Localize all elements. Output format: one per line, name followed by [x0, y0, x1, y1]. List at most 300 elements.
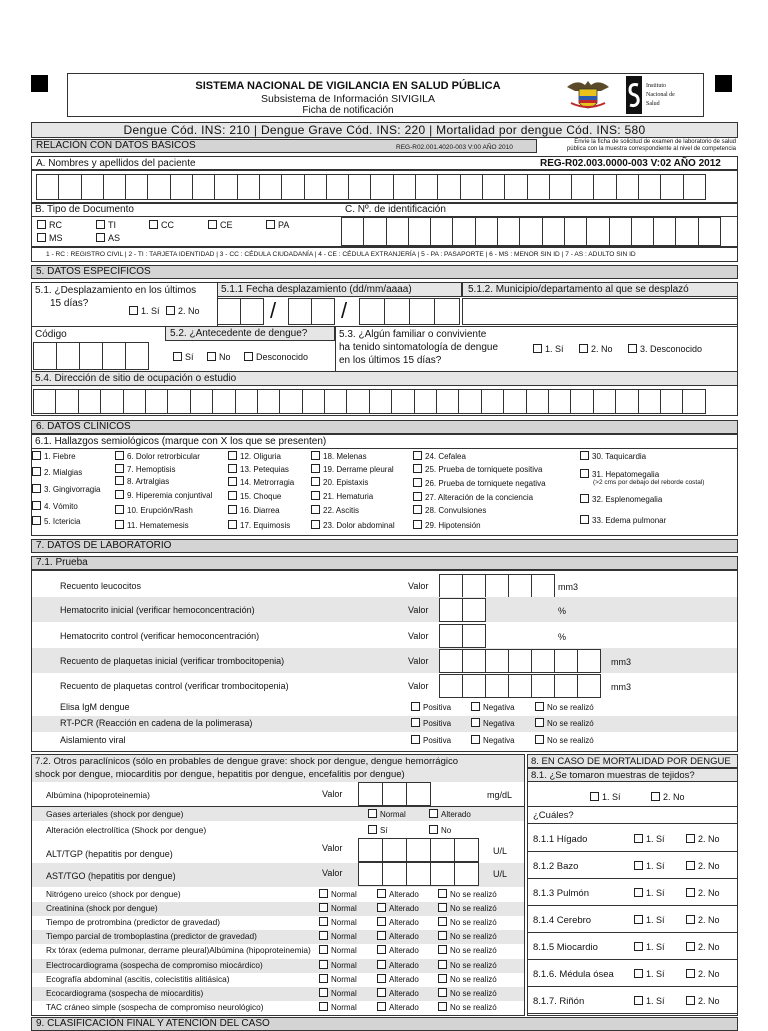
qual-opt-1-0-label: Positiva [423, 719, 452, 728]
organ-no-3-label: 2. No [698, 915, 720, 925]
ins-s-icon [627, 80, 641, 110]
gases-normal[interactable] [368, 809, 406, 820]
organ-label: 8.1.7. Riñón [533, 996, 585, 1007]
organ-yes-4-label: 1. Sí [646, 942, 665, 952]
form-subtitle: Subsistema de Información SIVIGILA [261, 93, 435, 105]
symptom-col3-1-label: 13. Petequias [240, 465, 289, 474]
organ-yes-1-label: 1. Sí [646, 861, 665, 871]
para-opt-1-2-label: No se realizó [450, 904, 497, 914]
q53-no-label: 2. No [591, 344, 613, 354]
qual-opt-2-1[interactable] [471, 735, 515, 746]
para-opt-2-0[interactable] [319, 917, 357, 928]
organ-no-6-label: 2. No [698, 996, 720, 1006]
para-opt-7-0[interactable] [319, 988, 357, 999]
symptom-col1-3-label: 4. Vómito [44, 502, 78, 511]
symptom-col2-4-label: 10. Erupción/Rash [127, 506, 193, 515]
doc-option-ti-label: TI [108, 220, 116, 230]
section-a-reg: REG-R02.003.0000-003 V:02 AÑO 2012 [540, 158, 721, 169]
organ-no-0-label: 2. No [698, 834, 720, 844]
symptom-col5-5[interactable] [413, 520, 481, 531]
lab-test-name: Recuento de plaquetas control (verificar trombocitopenia) [60, 681, 289, 691]
ast-unit: U/L [493, 869, 508, 879]
header-box [67, 73, 704, 117]
lab-unit: % [558, 632, 567, 642]
doc-option-pa-label: PA [278, 220, 290, 230]
date-mm-cells[interactable] [288, 298, 334, 325]
ins-line-1: Instituto [646, 83, 667, 89]
para-opt-8-2-label: No se realizó [450, 1002, 497, 1012]
q52-yes[interactable] [173, 352, 194, 363]
symptom-col3-2[interactable] [228, 477, 294, 488]
q512-label: 5.1.2. Municipio/departamento al que se desplazó [468, 284, 689, 295]
qual-opt-1-0[interactable] [411, 718, 451, 729]
q52-yes-label: Sí [185, 352, 194, 362]
qual-opt-0-1-label: Negativa [483, 703, 515, 712]
divider [31, 448, 738, 449]
para-opt-6-2[interactable] [438, 974, 497, 985]
organ-no-1-label: 2. No [698, 861, 720, 871]
para-test-name: Ecografía abdominal (ascitis, colecistitis alitiásica) [46, 973, 230, 984]
q61-label: 6.1. Hallazgos semiológicos (marque con X los que se presenten) [35, 436, 327, 447]
q512-input[interactable] [462, 298, 738, 325]
q53-unknown-label: 3. Desconocido [640, 344, 703, 354]
q81-label: 8.1. ¿Se tomaron muestras de tejidos? [531, 770, 695, 781]
form-title: SISTEMA NACIONAL DE VIGILANCIA EN SALUD PÚBLICA [195, 80, 501, 92]
para-test-name: Ecocardiograma (sospecha de miocarditis) [46, 987, 204, 998]
qual-opt-0-1[interactable] [471, 702, 515, 713]
q52-no[interactable] [207, 352, 231, 363]
symptom-col2-5[interactable] [115, 520, 189, 531]
divider [527, 905, 738, 906]
symptom-col2-0[interactable] [115, 451, 200, 462]
section-a-header [31, 156, 738, 170]
doc-option-as-label: AS [108, 233, 121, 243]
para-opt-4-2-label: No se realizó [450, 946, 497, 956]
para-opt-3-1[interactable] [377, 931, 419, 942]
organ-yes-0[interactable] [634, 834, 665, 845]
symptom-col1-4[interactable] [32, 516, 80, 527]
symptom-col2-2[interactable] [115, 476, 169, 487]
para-opt-5-1[interactable] [377, 960, 419, 971]
symptom-col4-0[interactable] [311, 451, 367, 462]
qual-opt-2-2[interactable] [535, 735, 594, 746]
codigo-cells[interactable] [33, 342, 148, 370]
doc-option-ms-label: MS [49, 233, 63, 243]
organ-no-5-label: 2. No [698, 969, 720, 979]
para-opt-5-1-label: Alterado [389, 960, 419, 970]
q81-yes-label: 1. Sí [602, 792, 621, 802]
qual-test-name: Elisa IgM dengue [60, 702, 130, 712]
para-test-name: TAC cráneo simple (sospecha de compromiso neurológico) [46, 1001, 264, 1012]
symptom-33-label: 33. Edema pulmonar [592, 516, 667, 525]
para-test-name: Tiempo parcial de tromboplastina (predictor de gravedad) [46, 931, 257, 942]
albumina-valor-label: Valor [322, 789, 343, 799]
qual-test-name: RT-PCR (Reacción en cadena de la polimerasa) [60, 718, 253, 728]
para-test-name: Electrocardiograma (sospecha de compromiso miocárdico) [46, 959, 263, 970]
divider [527, 959, 738, 960]
organ-yes-1[interactable] [634, 861, 665, 872]
para-test-name: Rx tórax (edema pulmonar, derrame pleural)Albúmina (hipoproteinemia) [46, 945, 311, 956]
lab-valor-label: Valor [408, 681, 429, 691]
divider [31, 326, 738, 327]
qual-opt-2-0-label: Positiva [423, 736, 452, 745]
qual-opt-0-0[interactable] [411, 702, 451, 713]
qual-opt-0-2[interactable] [535, 702, 594, 713]
electro-no[interactable] [429, 825, 451, 836]
organ-yes-5[interactable] [634, 969, 665, 980]
symptom-32[interactable] [580, 494, 662, 505]
para-opt-0-1-label: Alterado [389, 890, 419, 899]
relacion-header [31, 139, 537, 153]
doc-option-cc[interactable] [149, 220, 174, 231]
para-opt-6-1[interactable] [377, 974, 419, 985]
id-input-cells[interactable] [341, 217, 720, 246]
q54-label: 5.4. Dirección de sitio de ocupación o estudio [35, 373, 237, 384]
symptom-col1-0-label: 1. Fiebre [44, 452, 76, 461]
q81-no[interactable] [651, 792, 685, 803]
para-opt-1-0-label: Normal [331, 904, 357, 914]
qual-opt-1-1[interactable] [471, 718, 515, 729]
qual-opt-2-0[interactable] [411, 735, 451, 746]
gases-normal-label: Normal [380, 810, 406, 819]
organ-yes-3[interactable] [634, 915, 665, 926]
q51-label: 5.1. ¿Desplazamiento en los últimos [35, 285, 197, 296]
doc-option-ce[interactable] [208, 220, 233, 231]
symptom-col1-1[interactable] [32, 467, 82, 478]
qual-opt-1-1-label: Negativa [483, 719, 515, 728]
para-opt-1-1-label: Alterado [389, 904, 419, 914]
lab-value-cells[interactable] [439, 598, 485, 622]
para-opt-2-1[interactable] [377, 917, 419, 928]
section-9-header: 9. CLASIFICACIÓN FINAL Y ATENCIÓN DEL CASO [31, 1017, 738, 1031]
organ-no-6[interactable] [686, 996, 720, 1007]
symptom-col2-3[interactable] [115, 490, 212, 501]
electro-no-label: No [441, 826, 452, 835]
symptom-col3-3[interactable] [228, 491, 281, 502]
para-opt-8-1-label: Alterado [389, 1002, 419, 1012]
relacion-note-1: Envíe la ficha de solicitud de examen de laboratorio de salud [574, 139, 736, 145]
symptom-col2-1-label: 7. Hemoptisis [127, 465, 176, 474]
section-a-label: A. Nombres y apellidos del paciente [36, 158, 196, 169]
q53-no[interactable] [579, 344, 613, 355]
alt-label: ALT/TGP (hepatitis por dengue) [46, 849, 173, 859]
symptom-col5-2[interactable] [413, 478, 546, 489]
organ-label: 8.1.2 Bazo [533, 861, 579, 872]
q53-yes[interactable] [533, 344, 564, 355]
para-opt-6-0[interactable] [319, 974, 357, 985]
symptom-col4-4[interactable] [311, 505, 359, 516]
symptom-col5-5-label: 29. Hipotensión [425, 521, 481, 530]
section-7-header: 7. DATOS DE LABORATORIO [31, 539, 738, 553]
lab-unit: mm3 [611, 682, 631, 692]
para-opt-6-2-label: No se realizó [450, 974, 497, 984]
corner-mark-left [31, 75, 48, 92]
cuales-label: ¿Cuáles? [533, 810, 574, 821]
symptom-col3-4-label: 16. Diarrea [240, 506, 280, 515]
lab-valor-label: Valor [408, 656, 429, 666]
lab-valor-label: Valor [408, 581, 429, 591]
para-test-name: Creatinina (shock por dengue) [46, 903, 158, 914]
organ-yes-5-label: 1. Sí [646, 969, 665, 979]
q53-label-1: 5.3. ¿Algún familiar o conviviente [339, 329, 487, 340]
qual-opt-1-2[interactable] [535, 718, 594, 729]
ast-label: AST/TGO (hepatitis por dengue) [46, 871, 176, 881]
symptom-col3-5-label: 17. Equimosis [240, 521, 291, 530]
symptom-col1-0[interactable] [32, 451, 76, 462]
symptom-col3-1[interactable] [228, 464, 289, 475]
date-dd-cells[interactable] [217, 298, 263, 325]
symptom-col4-0-label: 18. Melenas [323, 452, 367, 461]
form-subtitle-2: Ficha de notificación [302, 105, 394, 116]
organ-no-0[interactable] [686, 834, 720, 845]
lab-test-name: Hematocrito inicial (verificar hemoconcentración) [60, 605, 255, 615]
lab-test-name: Recuento leucocitos [60, 581, 142, 591]
para-opt-4-1-label: Alterado [389, 946, 419, 956]
lab-value-cells[interactable] [439, 674, 600, 698]
para-opt-3-1-label: Alterado [389, 932, 419, 942]
doc-option-ce-label: CE [220, 220, 233, 230]
symptom-col4-5-label: 23. Dolor abdominal [323, 521, 395, 530]
organ-no-2[interactable] [686, 888, 720, 899]
symptom-col3-3-label: 15. Choque [240, 492, 282, 501]
para-opt-1-1[interactable] [377, 903, 419, 914]
lab-value-cells[interactable] [439, 649, 600, 673]
doc-option-pa[interactable] [266, 220, 289, 231]
symptom-col2-4[interactable] [115, 505, 193, 516]
organ-no-5[interactable] [686, 969, 720, 980]
section-5-header: 5. DATOS ESPECÍFICOS [31, 265, 738, 279]
gases-altered[interactable] [429, 809, 471, 820]
divider [527, 823, 738, 824]
organ-yes-6-label: 1. Sí [646, 996, 665, 1006]
organ-no-4[interactable] [686, 942, 720, 953]
symptom-31-label: 31. Hepatomegalia [592, 470, 660, 479]
para-opt-7-2-label: No se realizó [450, 988, 497, 998]
symptom-col5-3[interactable] [413, 492, 533, 503]
qual-opt-0-0-label: Positiva [423, 703, 452, 712]
para-opt-8-0[interactable] [319, 1002, 357, 1013]
para-opt-6-1-label: Alterado [389, 974, 419, 984]
ins-line-2: Nacional de [646, 92, 675, 98]
para-test-name: Tiempo de protrombina (predictor de gravedad) [46, 917, 221, 928]
symptom-col5-4[interactable] [413, 505, 486, 516]
para-opt-8-2[interactable] [438, 1002, 497, 1013]
symptom-col4-1[interactable] [311, 464, 394, 475]
doc-option-ti[interactable] [96, 220, 116, 231]
organ-no-3[interactable] [686, 915, 720, 926]
relacion-reg: REG-R02.001.4020-003 V:00 AÑO 2010 [396, 144, 513, 151]
symptom-30[interactable] [580, 451, 646, 462]
albumina-label: Albúmina (hipoproteinemia) [46, 790, 150, 800]
lab-unit: % [558, 606, 567, 616]
symptom-col3-2-label: 14. Metrorragia [240, 478, 295, 487]
para-opt-7-0-label: Normal [331, 988, 357, 998]
q71-header: 7.1. Prueba [31, 556, 738, 570]
date-sep-1: / [270, 298, 277, 323]
electro-yes[interactable] [368, 825, 388, 836]
lab-valor-label: Valor [408, 605, 429, 615]
para-opt-7-2[interactable] [438, 988, 497, 999]
section-c-label: C. Nº. de identificación [345, 204, 446, 215]
albumina-cells[interactable] [358, 782, 430, 806]
organ-yes-6[interactable] [634, 996, 665, 1007]
q53-yes-label: 1. Sí [545, 344, 564, 354]
doc-legend [31, 247, 738, 262]
q52-no-label: No [219, 352, 231, 362]
coat-of-arms-icon [565, 77, 611, 115]
symptom-col2-1[interactable] [115, 464, 175, 475]
lab-unit: mm3 [611, 657, 631, 667]
para-opt-2-2-label: No se realizó [450, 918, 497, 928]
lab-value-cells[interactable] [439, 574, 554, 598]
para-opt-3-2[interactable] [438, 931, 497, 942]
symptom-col1-2-label: 3. Gingivorragia [44, 485, 101, 494]
para-opt-0-0[interactable] [319, 889, 357, 900]
corner-mark-right [715, 75, 732, 92]
para-opt-2-1-label: Alterado [389, 918, 419, 928]
organ-no-2-label: 2. No [698, 888, 720, 898]
symptom-col4-3[interactable] [311, 491, 373, 502]
lab-valor-label: Valor [408, 631, 429, 641]
symptom-col5-1[interactable] [413, 464, 542, 475]
qual-test-name: Aislamiento viral [60, 735, 126, 745]
organ-yes-2[interactable] [634, 888, 665, 899]
ast-cells[interactable] [358, 862, 478, 886]
organ-no-1[interactable] [686, 861, 720, 872]
doc-option-rc-label: RC [49, 220, 62, 230]
para-opt-0-2[interactable] [438, 889, 497, 900]
symptom-col3-0[interactable] [228, 451, 281, 462]
symptom-col5-0[interactable] [413, 451, 466, 462]
organ-yes-3-label: 1. Sí [646, 915, 665, 925]
para-opt-7-1-label: Alterado [389, 988, 419, 998]
q51-yes[interactable] [129, 306, 160, 317]
relacion-label: RELACIÓN CON DATOS BÁSICOS [36, 140, 196, 151]
lab-unit: mm3 [558, 582, 578, 592]
symptom-col1-2[interactable] [32, 484, 100, 495]
qual-opt-0-2-label: No se realizó [547, 703, 594, 712]
alt-cells[interactable] [358, 838, 478, 862]
q52-unknown-label: Desconocido [256, 352, 309, 362]
para-opt-4-1[interactable] [377, 945, 419, 956]
ins-logo-text [646, 82, 675, 109]
doc-option-cc-label: CC [161, 220, 174, 230]
date-sep-2: / [341, 298, 348, 323]
symptom-col2-2-label: 8. Artralgias [127, 477, 170, 486]
symptom-col1-1-label: 2. Mialgias [44, 468, 83, 477]
para-opt-7-1[interactable] [377, 988, 419, 999]
name-input-cells[interactable] [36, 174, 705, 200]
symptom-col2-5-label: 11. Hematemesis [127, 521, 189, 530]
para-opt-1-2[interactable] [438, 903, 497, 914]
electro-yes-label: Sí [380, 826, 388, 835]
codigo-label: Código [35, 329, 67, 340]
q51-no-label: 2. No [178, 306, 200, 316]
symptom-col4-5[interactable] [311, 520, 395, 531]
doc-option-as[interactable] [96, 233, 120, 244]
event-banner: Dengue Cód. INS: 210 | Dengue Grave Cód. INS: 220 | Mortalidad por dengue Cód. INS: 580 [31, 122, 738, 138]
divider [527, 932, 738, 933]
para-opt-4-0-label: Normal [331, 946, 357, 956]
lab-test-name: Hematocrito control (verificar hemoconcentración) [60, 631, 260, 641]
para-opt-5-0[interactable] [319, 960, 357, 971]
doc-option-ms[interactable] [37, 233, 63, 244]
q51-label-2: 15 días? [50, 298, 89, 309]
doc-legend-text: 1 - RC : REGISTRO CIVIL | 2 - TI : TARJETA IDENTIDAD | 3 - CC : CÉDULA CIUDADANÍA | 4 - CE : CÉDULA EXTRANJERÍA | 5 - PA : PASAPORTE | 6 - MS : MENOR SIN ID | 7 - AS : ADULTO SIN ID [46, 251, 636, 258]
para-opt-0-2-label: No se realizó [450, 890, 497, 899]
symptom-col5-2-label: 26. Prueba de torniquete negativa [425, 479, 546, 488]
q53-label-3: en los últimos 15 días? [339, 355, 442, 366]
q51-yes-label: 1. Sí [141, 306, 160, 316]
q81-yes[interactable] [590, 792, 621, 803]
para-opt-8-0-label: Normal [331, 1002, 357, 1012]
para-test-name: Nitrógeno ureico (shock por dengue) [46, 889, 181, 899]
address-cells[interactable] [33, 389, 705, 414]
para-opt-4-0[interactable] [319, 945, 357, 956]
section-6-header: 6. DATOS CLÍNICOS [31, 420, 738, 434]
organ-label: 8.1.3 Pulmón [533, 888, 589, 899]
relacion-note [540, 139, 736, 153]
symptom-col2-0-label: 6. Dolor retrorbicular [127, 452, 200, 461]
para-opt-3-0[interactable] [319, 931, 357, 942]
q511-label: 5.1.1 Fecha desplazamiento (dd/mm/aaaa) [221, 284, 412, 295]
para-opt-1-0[interactable] [319, 903, 357, 914]
symptom-col3-4[interactable] [228, 505, 280, 516]
organ-yes-2-label: 1. Sí [646, 888, 665, 898]
symptom-col5-0-label: 24. Cefalea [425, 452, 466, 461]
para-opt-5-2[interactable] [438, 960, 497, 971]
symptom-col4-2-label: 20. Epistaxis [323, 478, 369, 487]
para-opt-3-2-label: No se realizó [450, 932, 497, 942]
symptom-col4-3-label: 21. Hematuria [323, 492, 374, 501]
symptom-33[interactable] [580, 515, 666, 526]
section-b-label: B. Tipo de Documento [35, 204, 134, 215]
symptom-col5-1-label: 25. Prueba de torniquete positiva [425, 465, 543, 474]
section-8-title: 8. EN CASO DE MORTALIDAD POR DENGUE [531, 756, 731, 767]
para-opt-4-2[interactable] [438, 945, 497, 956]
para-opt-8-1[interactable] [377, 1002, 419, 1013]
para-opt-2-0-label: Normal [331, 918, 357, 928]
q53-label-2: ha tenido sintomatología de dengue [339, 342, 499, 353]
organ-label: 8.1.6. Médula ósea [533, 969, 614, 980]
symptom-col4-2[interactable] [311, 477, 368, 488]
organ-yes-4[interactable] [634, 942, 665, 953]
divider [527, 1013, 738, 1014]
symptom-col3-5[interactable] [228, 520, 290, 531]
q53-unknown[interactable] [628, 344, 702, 355]
symptom-col1-4-label: 5. Ictericia [44, 517, 81, 526]
q51-no[interactable] [166, 306, 200, 317]
q52-unknown[interactable] [244, 352, 308, 363]
date-yyyy-cells[interactable] [359, 298, 459, 325]
symptom-col5-4-label: 28. Convulsiones [425, 506, 487, 515]
symptom-col3-0-label: 12. Oliguria [240, 452, 281, 461]
symptom-31-note: (>2 cms por debajo del reborde costal) [593, 479, 705, 486]
para-opt-2-2[interactable] [438, 917, 497, 928]
organ-yes-0-label: 1. Sí [646, 834, 665, 844]
para-opt-0-0-label: Normal [331, 890, 357, 899]
symptom-32-label: 32. Esplenomegalia [592, 495, 663, 504]
doc-option-rc[interactable] [37, 220, 62, 231]
divider [335, 326, 336, 371]
symptom-col4-1-label: 19. Derrame pleural [323, 465, 394, 474]
ast-valor-label: Valor [322, 868, 343, 878]
lab-value-cells[interactable] [439, 624, 485, 648]
para-opt-3-0-label: Normal [331, 932, 357, 942]
para-opt-6-0-label: Normal [331, 974, 357, 984]
symptom-col1-3[interactable] [32, 501, 78, 512]
para-opt-0-1[interactable] [377, 889, 419, 900]
